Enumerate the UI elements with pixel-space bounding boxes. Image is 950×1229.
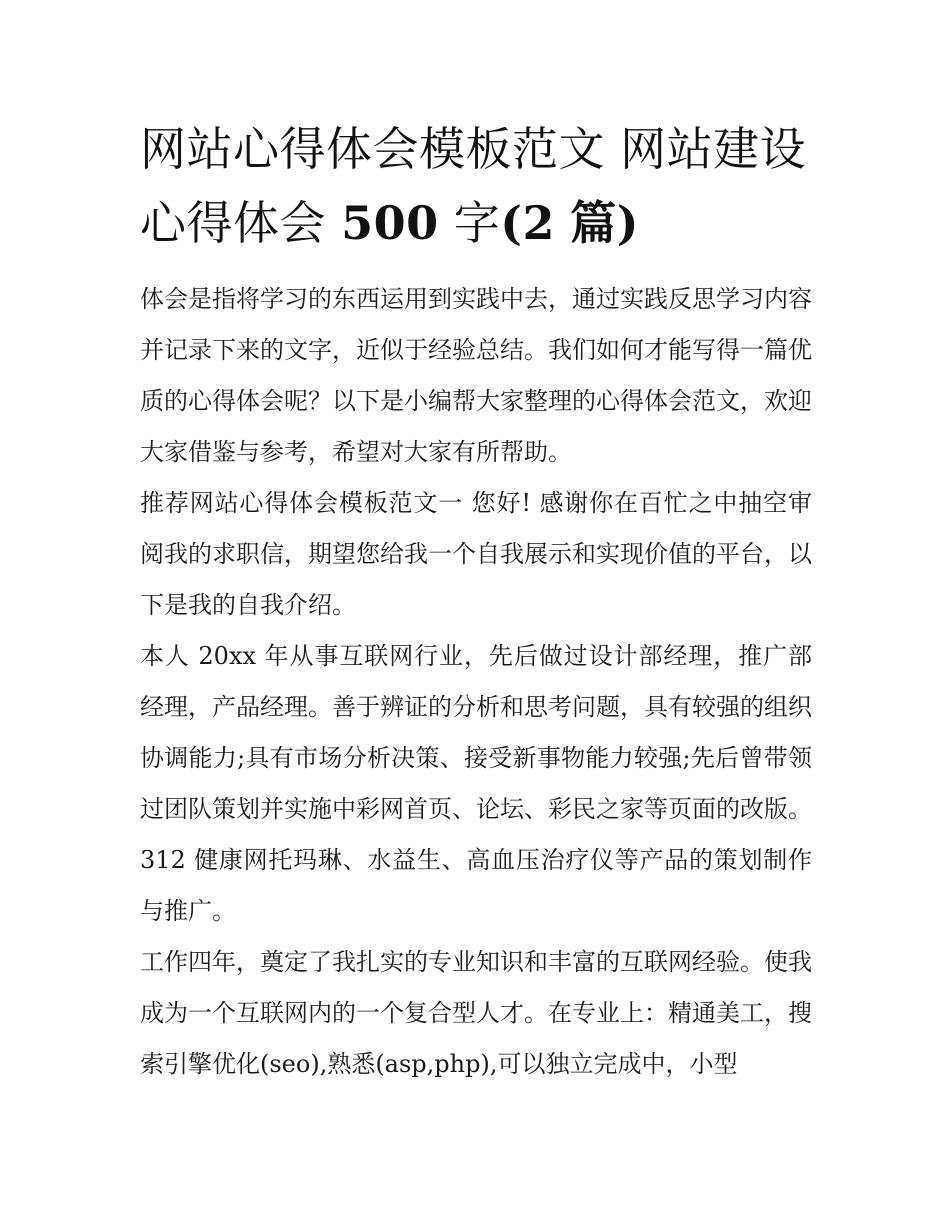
title-count: (2: [500, 196, 556, 250]
document-body: [140, 274, 812, 1090]
title-text: 网站心得体会模板范文 网站建设心得体会: [140, 122, 807, 250]
document-page: [140, 112, 812, 1090]
title-number: 500: [341, 196, 439, 250]
paragraph-greeting: 推荐网站心得体会模板范文一 您好! 感谢你在百忙之中抽空审阅我的求职信，期望您给我一个自我展示和实现价值的平台，以下是我的自我介绍。: [140, 489, 812, 619]
paragraph-skills: 工作四年，奠定了我扎实的专业知识和丰富的互联网经验。使我成为一个互联网内的一个复合型人才。在专业上：精通美工，搜索引擎优化(seo),熟悉(asp,php),可以独立完成中，小型: [140, 948, 812, 1078]
paragraph-experience: 本人 20xx 年从事互联网行业，先后做过设计部经理，推广部经理，产品经理。善于辨证的分析和思考问题，具有较强的组织协调能力;具有市场分析决策、接受新事物能力较强;先后曾带领过团队策划并实施中彩网首页、论坛、彩民之家等页面的改版。312 健康网托玛琳、水益生、高血压治疗仪等产品的策划制作与推广。: [140, 642, 812, 925]
title-unit: 字: [453, 196, 501, 250]
title-count-suffix: 篇): [570, 196, 639, 250]
paragraph-intro: 体会是指将学习的东西运用到实践中去，通过实践反思学习内容并记录下来的文字，近似于经验总结。我们如何才能写得一篇优质的心得体会呢？以下是小编帮大家整理的心得体会范文，欢迎大家借鉴与参考，希望对大家有所帮助。: [140, 285, 812, 466]
document-title: [140, 112, 812, 260]
